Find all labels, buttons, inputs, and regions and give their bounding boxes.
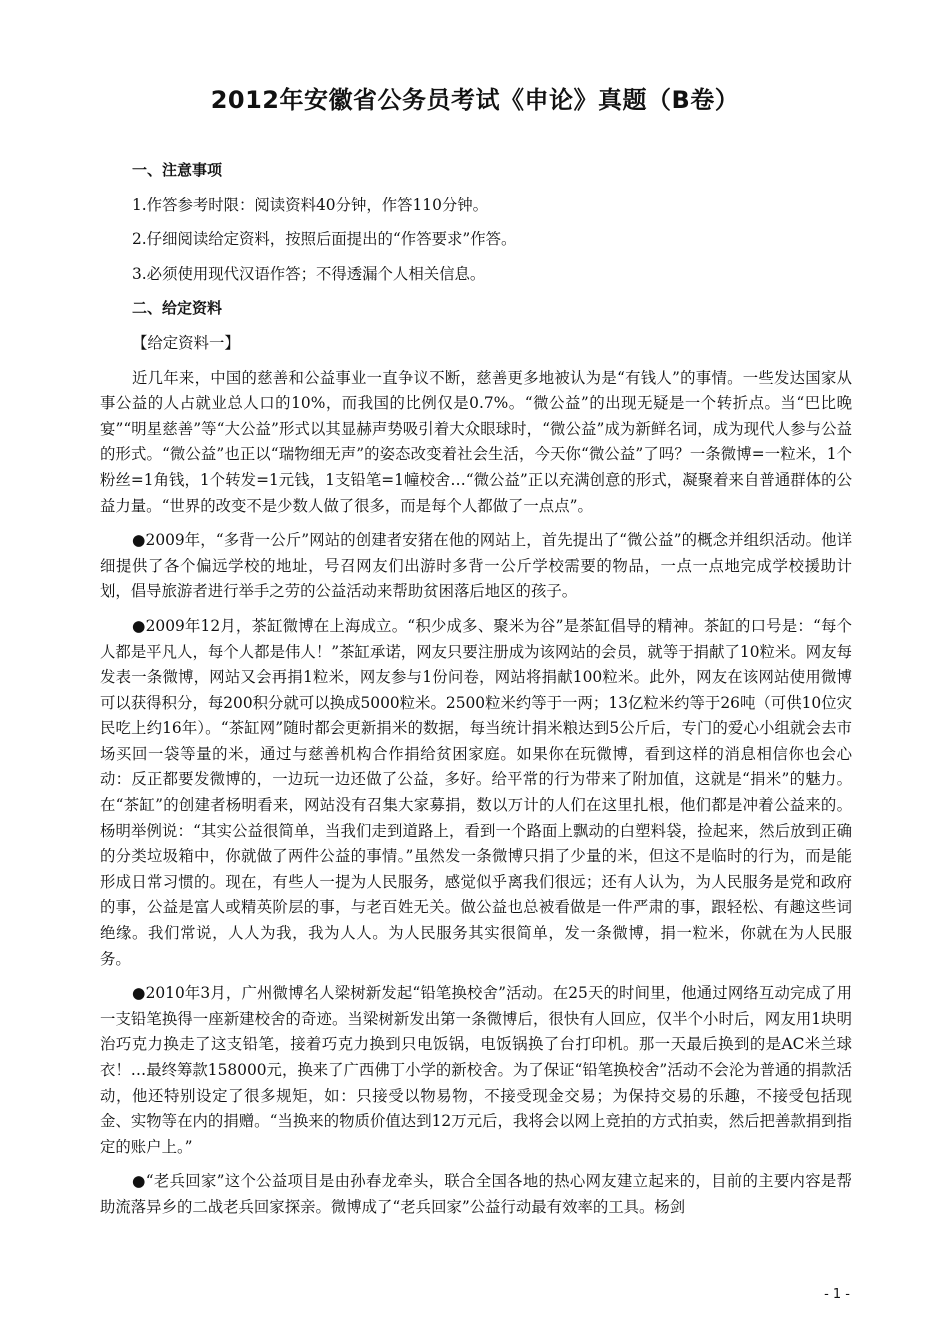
material-paragraph: ●2009年12月，茶缸微博在上海成立。“积少成多、聚米为谷”是茶缸倡导的精神。茶缸的口号是：“每个人都是平凡人，每个人都是伟人！”茶缸承诺，网友只要注册成为该网站的会员，就等于捐献了10粒米。网友每发表一条微博，网站又会再捐1粒米，网友参与1份问卷，网站将捐献100粒米。此外，网友在该网站使用微博可以获得积分，每200积分就可以换成5000粒米。2500粒米约等于一两；13亿粒米约等于26吨（可供10位灾民吃上约16年）。“茶缸网”随时都会更新捐米的数据，每当统计捐米粮达到5公斤后，专门的爱心小组就会去市场买回一袋等量的米，通过与慈善机构合作捐给贫困家庭。如果你在玩微博，看到这样的消息相信你也会心动：反正都要发微博的，一边玩一边还做了公益，多好。给平常的行为带来了附加值，这就是“捐米”的魅力。在“茶缸”的创建者杨明看来，网站没有召集大家募捐，数以万计的人们在这里扎根，他们都是冲着公益来的。杨明举例说：“其实公益很简单，当我们走到道路上，看到一个路面上飘动的白塑料袋，捡起来，然后放到正确的分类垃圾箱中，你就做了两件公益的事情。”虽然发一条微博只捐了少量的米，但这不是临时的行为，而是能形成日常习惯的。现在，有些人一提为人民服务，感觉似乎离我们很远；还有人认为，为人民服务是党和政府的事，公益是富人或精英阶层的事，与老百姓无关。做公益也总被看做是一件严肃的事，跟轻松、有趣这些词绝缘。我们常说，人人为我，我为人人。为人民服务其实很简单，发一条微博，捐一粒米，你就在为人民服务。: [100, 616, 852, 968]
page-number: - 1 -: [824, 1287, 850, 1302]
section-heading-materials: 二、给定资料: [132, 299, 223, 318]
material-paragraph: ●2010年3月，广州微博名人梁树新发起“铅笔换校舍”活动。在25天的时间里，他通过网络互动完成了用一支铅笔换得一座新建校舍的奇迹。当梁树新发出第一条微博后，很快有人回应，仅半个小时后，网友用1块明治巧克力换走了这支铅笔，接着巧克力换到只电饭锅，电饭锅换了台打印机。那一天最后换到的是AC米兰球衣！…最终筹款158000元，换来了广西佛丁小学的新校舍。为了保证“铅笔换校舍”活动不会沦为普通的捐款活动，他还特别设定了很多规矩，如：只接受以物易物，不接受现金交易；为保持交易的乐趣，不接受包括现金、实物等在内的捐赠。“当换来的物质价值达到12万元后，我将会以网上竞拍的方式拍卖，然后把善款捐到指定的账户上。”: [100, 984, 852, 1156]
note-item: 3.必须使用现代汉语作答；不得透漏个人相关信息。: [132, 264, 486, 283]
document-title: 2012年安徽省公务员考试《申论》真题（B卷）: [210, 86, 740, 114]
document-body: [100, 158, 852, 1230]
note-item: 1.作答参考时限：阅读资料40分钟，作答110分钟。: [132, 195, 489, 214]
material-label: 【给定资料一】: [132, 333, 240, 352]
material-paragraph: ●2009年，“多背一公斤”网站的创建者安猪在他的网站上，首先提出了“微公益”的概念并组织活动。他详细提供了各个偏远学校的地址，号召网友们出游时多背一公斤学校需要的物品，一点一点地完成学校援助计划，倡导旅游者进行举手之劳的公益活动来帮助贫困落后地区的孩子。: [100, 531, 852, 601]
material-paragraph: 近几年来，中国的慈善和公益事业一直争议不断，慈善更多地被认为是“有钱人”的事情。一些发达国家从事公益的人占就业总人口的10%，而我国的比例仅是0.7%。“微公益”的出现无疑是一个转折点。当“巴比晚宴”“明星慈善”等“大公益”形式以其显赫声势吸引着大众眼球时，“微公益”成为新鲜名词，成为现代人参与公益的形式。“微公益”也正以“瑞物细无声”的姿态改变着社会生活，今天你“微公益”了吗？一条微博=一粒米，1个粉丝=1角钱，1个转发=1元钱，1支铅笔=1幢校舍…“微公益”正以充满创意的形式，凝聚着来自普通群体的公益力量。“世界的改变不是少数人做了很多，而是每个人都做了一点点”。: [100, 368, 852, 515]
section-heading-notes: 一、注意事项: [132, 161, 223, 179]
material-paragraph: ●“老兵回家”这个公益项目是由孙春龙牵头，联合全国各地的热心网友建立起来的，目前的主要内容是帮助流落异乡的二战老兵回家探亲。微博成了“老兵回家”公益行动最有效率的工具。杨剑: [100, 1172, 852, 1216]
note-item: 2.仔细阅读给定资料，按照后面提出的“作答要求”作答。: [132, 230, 517, 249]
